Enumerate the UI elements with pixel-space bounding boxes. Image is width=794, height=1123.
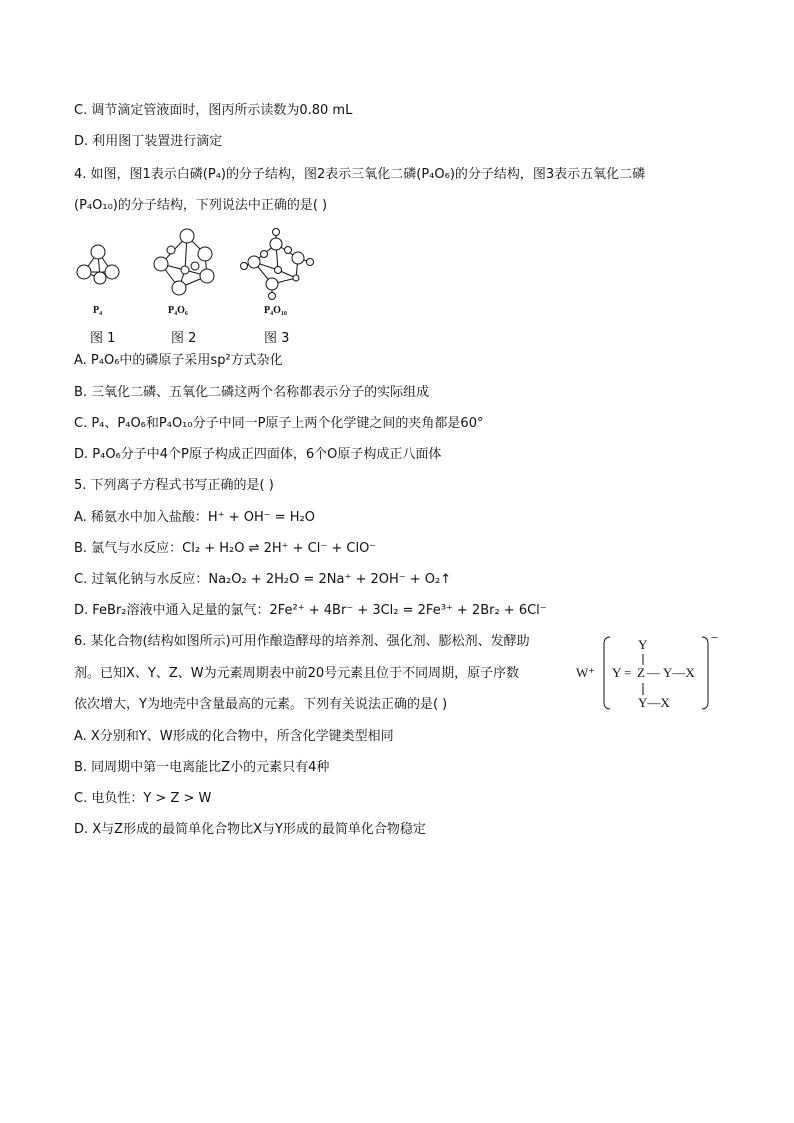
- option-3c: C. 调节滴定管液面时，图丙所示读数为0.80 mL: [74, 103, 353, 118]
- p4-molecule-figure: [70, 240, 130, 290]
- p4o10-molecule-figure: [240, 228, 315, 300]
- molecule-label-p4o6: P₄O₆: [168, 305, 188, 316]
- molecule-label-p4: P₄: [93, 305, 103, 316]
- p4o6-molecule-figure: [145, 226, 220, 298]
- question-6-line-3: 依次增大，Y为地壳中含量最高的元素。下列有关说法正确的是( ): [74, 697, 448, 712]
- option-4d: D. P₄O₆分子中4个P原子构成正四面体，6个O原子构成正八面体: [74, 447, 442, 462]
- figure-caption-1: 图 1: [90, 331, 116, 346]
- option-6a: A. X分别和Y、W形成的化合物中，所含化学键类型相同: [74, 729, 394, 744]
- cation-w: W⁺: [576, 665, 596, 680]
- option-5a: A. 稀氨水中加入盐酸：H⁺ + OH⁻ = H₂O: [74, 510, 315, 525]
- question-5: 5. 下列离子方程式书写正确的是( ): [74, 478, 274, 493]
- question-4-line-1: 4. 如图，图1表示白磷(P₄)的分子结构，图2表示三氧化二磷(P₄O₆)的分子结构，图3表示五氧化二磷: [74, 167, 646, 182]
- option-4a: A. P₄O₆中的磷原子采用sp²方式杂化: [74, 353, 283, 368]
- option-6b: B. 同周期中第一电离能比Z小的元素只有4种: [74, 760, 330, 775]
- option-5c: C. 过氧化钠与水反应：Na₂O₂ + 2H₂O = 2Na⁺ + 2OH⁻ + O₂↑: [74, 572, 452, 587]
- question-4-line-2: (P₄O₁₀)的分子结构，下列说法中正确的是( ): [74, 198, 328, 213]
- option-3d: D. 利用图丁装置进行滴定: [74, 134, 223, 149]
- molecule-label-p4o10: P₄O₁₀: [264, 305, 287, 316]
- compound-structure-diagram: [572, 632, 732, 714]
- figure-caption-3: 图 3: [264, 331, 290, 346]
- option-6c: C. 电负性：Y > Z > W: [74, 791, 212, 806]
- atom-z: Z: [637, 665, 645, 680]
- option-5d: D. FeBr₂溶液中通入足量的氯气：2Fe²⁺ + 4Br⁻ + 3Cl₂ = 2Fe³⁺ + 2Br₂ + 6Cl⁻: [74, 603, 547, 618]
- figure-caption-2: 图 2: [171, 331, 197, 346]
- chain-right: Y—X: [663, 665, 695, 680]
- bond-z-y-right: —: [647, 665, 660, 680]
- double-bond: =: [624, 665, 632, 680]
- option-5b: B. 氯气与水反应：Cl₂ + H₂O ⇌ 2H⁺ + Cl⁻ + ClO⁻: [74, 541, 377, 556]
- bond-z-y-top: [642, 654, 644, 665]
- option-6d: D. X与Z形成的最简单化合物比X与Y形成的最简单化合物稳定: [74, 822, 426, 837]
- option-4b: B. 三氧化二磷、五氧化二磷这两个名称都表示分子的实际组成: [74, 385, 430, 400]
- option-4c: C. P₄、P₄O₆和P₄O₁₀分子中同一P原子上两个化学键之间的夹角都是60°: [74, 416, 484, 431]
- right-bracket: [700, 636, 710, 710]
- question-6-line-2: 剂。已知X、Y、Z、W为元素周期表中前20号元素且位于不同周期，原子序数: [74, 666, 520, 681]
- atom-y-left: Y: [612, 665, 622, 680]
- chain-bottom: Y—X: [638, 695, 670, 710]
- anion-charge: −: [711, 630, 719, 645]
- bond-z-y-bottom: [642, 683, 644, 695]
- atom-y-top: Y: [638, 637, 648, 652]
- left-bracket: [602, 636, 612, 710]
- question-6-line-1: 6. 某化合物(结构如图所示)可用作酿造酵母的培养剂、强化剂、膨松剂、发酵助: [74, 634, 530, 649]
